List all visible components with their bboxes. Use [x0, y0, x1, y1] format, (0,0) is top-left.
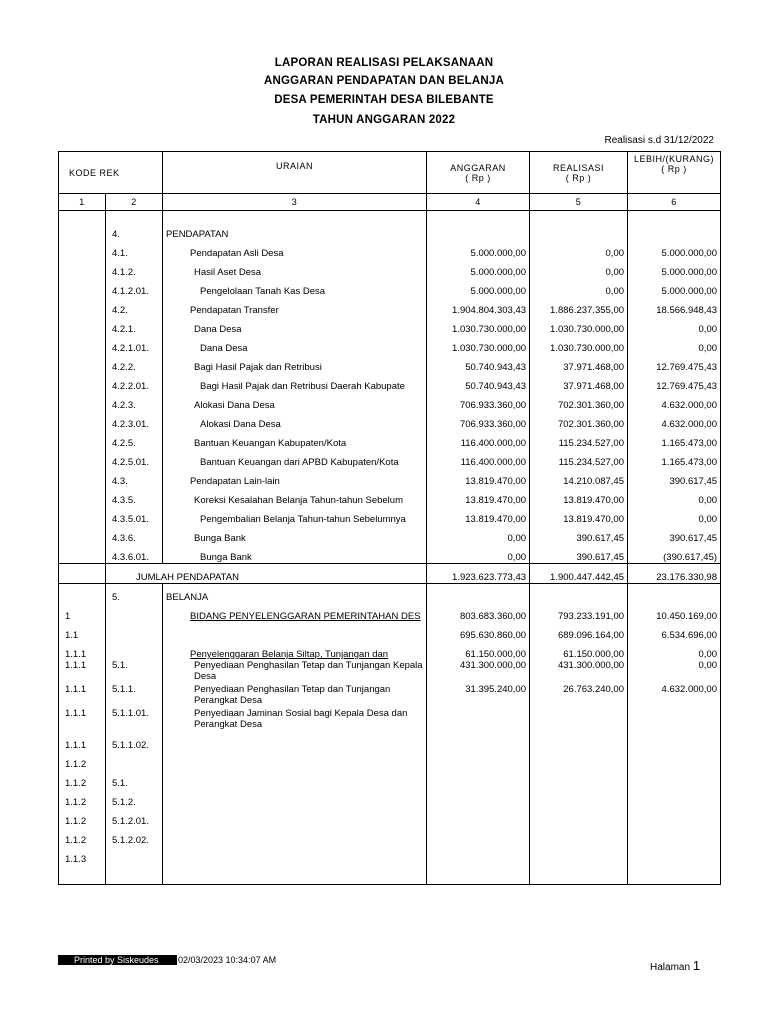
kode-rek-2: 4.2.3.01.: [106, 411, 163, 430]
halaman-number: 1: [692, 958, 701, 973]
uraian: Dana Desa: [163, 335, 427, 354]
uraian: [163, 808, 427, 827]
kode-rek-1: [59, 278, 106, 297]
kode-rek-2: 4.3.5.: [106, 487, 163, 506]
pendapatan-row: [59, 525, 721, 544]
kode-rek-1: 1.1.2: [59, 751, 106, 770]
kode-rek-2: 5.1.1.01.: [106, 708, 163, 732]
lebih-kurang-value: 5.000.000,00: [628, 240, 721, 259]
kode-rek-2: 5.1.1.02.: [106, 732, 163, 751]
col-header-kode-rek: KODE REK: [59, 152, 163, 194]
lebih-kurang-value: 0,00: [628, 316, 721, 335]
kode-rek-1: [59, 449, 106, 468]
report-title-line-2: ANGGARAN PENDAPATAN DAN BELANJA: [263, 75, 505, 87]
uraian: Pengelolaan Tanah Kas Desa: [163, 278, 427, 297]
uraian: Penyediaan Penghasilan Tetap dan Tunjangan Kepala Desa: [163, 660, 427, 684]
lebih-kurang-value: 4.632.000,00: [628, 684, 721, 708]
lebih-kurang-value: 390.617,45: [628, 525, 721, 544]
kode-rek-1: [59, 487, 106, 506]
realisasi-value: 115.234.527,00: [530, 449, 628, 468]
pendapatan-row: [59, 487, 721, 506]
lebih-kurang-value: 5.000.000,00: [628, 259, 721, 278]
belanja-row: [59, 789, 721, 808]
realisasi-value: 1.030.730.000,00: [530, 316, 628, 335]
kode-rek-2: 4.1.2.: [106, 259, 163, 278]
anggaran-value: 803.683.360,00: [427, 603, 530, 622]
belanja-row: [59, 603, 721, 622]
printed-at: 02/03/2023 10:34:07 AM: [178, 955, 277, 965]
kode-rek-1: [59, 354, 106, 373]
uraian: Pendapatan Transfer: [163, 297, 427, 316]
kode-rek-2: 4.: [106, 221, 163, 240]
lebih-kurang-value: 0,00: [628, 506, 721, 525]
pendapatan-row: [59, 297, 721, 316]
belanja-row: [59, 660, 721, 684]
kode-rek-1: [59, 468, 106, 487]
lebih-kurang-value: 10.450.169,00: [628, 603, 721, 622]
kode-rek-2: [106, 846, 163, 865]
jumlah-pendapatan-row: [59, 564, 721, 584]
uraian: BIDANG PENYELENGGARAN PEMERINTAHAN DES: [163, 603, 427, 622]
col-header-lebih: LEBIH/(KURANG) ( Rp ): [628, 152, 721, 194]
pendapatan-row: [59, 240, 721, 259]
realisasi-value: 115.234.527,00: [530, 430, 628, 449]
lebih-kurang-value: 0,00: [628, 641, 721, 660]
anggaran-value: [427, 584, 530, 604]
realisasi-value: [530, 770, 628, 789]
anggaran-value: 695.630.860,00: [427, 622, 530, 641]
lebih-kurang-value: [628, 221, 721, 240]
page-number: [650, 958, 700, 973]
pendapatan-row: [59, 373, 721, 392]
kode-rek-1: [59, 335, 106, 354]
kode-rek-2: 4.1.2.01.: [106, 278, 163, 297]
anggaran-value: 31.395.240,00: [427, 684, 530, 708]
pendapatan-row: [59, 259, 721, 278]
kode-rek-2: 5.: [106, 584, 163, 604]
printed-by-label: Printed by Siskeudes: [58, 955, 177, 965]
uraian: Hasil Aset Desa: [163, 259, 427, 278]
pendapatan-row: [59, 221, 721, 240]
lebih-kurang-value: [628, 770, 721, 789]
realisasi-value: 0,00: [530, 259, 628, 278]
kode-rek-1: 1.1.2: [59, 770, 106, 789]
jumlah-pendapatan-label: JUMLAH PENDAPATAN: [106, 564, 427, 584]
uraian: Penyediaan Penghasilan Tetap dan Tunjangan Perangkat Desa: [163, 684, 427, 708]
col-header-realisasi: REALISASI ( Rp ): [530, 152, 628, 194]
kode-rek-1: [59, 316, 106, 335]
kode-rek-2: 4.2.1.: [106, 316, 163, 335]
realisasi-value: 390.617,45: [530, 544, 628, 564]
kode-rek-1: [59, 411, 106, 430]
lebih-kurang-value: [628, 732, 721, 751]
uraian: Bunga Bank: [163, 544, 427, 564]
realisasi-value: [530, 827, 628, 846]
lebih-kurang-value: 6.534.696,00: [628, 622, 721, 641]
pendapatan-row: [59, 278, 721, 297]
kode-rek-2: [106, 603, 163, 622]
col-num-4: 4: [427, 194, 530, 211]
col-header-anggaran: ANGGARAN ( Rp ): [427, 152, 530, 194]
lebih-kurang-value: 18.566.948,43: [628, 297, 721, 316]
uraian: Pengembalian Belanja Tahun-tahun Sebelumnya: [163, 506, 427, 525]
pendapatan-row: [59, 430, 721, 449]
kode-rek-1: [59, 525, 106, 544]
realisasi-value: 0,00: [530, 240, 628, 259]
anggaran-value: 0,00: [427, 525, 530, 544]
kode-rek-1: [59, 430, 106, 449]
anggaran-value: [427, 732, 530, 751]
realisasi-value: [530, 732, 628, 751]
realisasi-value: [530, 808, 628, 827]
uraian: Alokasi Dana Desa: [163, 392, 427, 411]
lebih-kurang-value: [628, 846, 721, 865]
col-num-6: 6: [628, 194, 721, 211]
kode-rek-1: [59, 221, 106, 240]
realisasi-value: 431.300.000,00: [530, 660, 628, 684]
lebih-kurang-value: [628, 751, 721, 770]
kode-rek-2: 4.2.5.: [106, 430, 163, 449]
uraian: Bagi Hasil Pajak dan Retribusi: [163, 354, 427, 373]
kode-rek-2: 4.2.: [106, 297, 163, 316]
belanja-row: [59, 827, 721, 846]
anggaran-value: 5.000.000,00: [427, 240, 530, 259]
kode-rek-1: 1.1.1: [59, 641, 106, 660]
anggaran-value: [427, 221, 530, 240]
pendapatan-section: [59, 211, 721, 564]
kode-rek-2: 5.1.2.01.: [106, 808, 163, 827]
anggaran-value: 1.904.804.303,43: [427, 297, 530, 316]
uraian: Bantuan Keuangan Kabupaten/Kota: [163, 430, 427, 449]
realisasi-value: 37.971.468,00: [530, 373, 628, 392]
anggaran-value: [427, 808, 530, 827]
col-header-uraian: URAIAN: [163, 152, 427, 194]
uraian: [163, 827, 427, 846]
col-num-1: 1: [59, 194, 106, 211]
kode-rek-1: 1.1.1: [59, 660, 106, 684]
uraian: Dana Desa: [163, 316, 427, 335]
col-num-3: 3: [163, 194, 427, 211]
realisasi-value: 390.617,45: [530, 525, 628, 544]
uraian: Pendapatan Lain-lain: [163, 468, 427, 487]
realisasi-value: [530, 221, 628, 240]
belanja-row: [59, 732, 721, 751]
belanja-row: [59, 584, 721, 604]
kode-rek-1: 1.1.3: [59, 846, 106, 865]
kode-rek-1: 1.1.1: [59, 708, 106, 732]
kode-rek-2: 5.1.: [106, 770, 163, 789]
pendapatan-row: [59, 468, 721, 487]
anggaran-value: 706.933.360,00: [427, 411, 530, 430]
lebih-kurang-value: [628, 708, 721, 732]
kode-rek-1: [59, 584, 106, 604]
lebih-kurang-value: 0,00: [628, 487, 721, 506]
kode-rek-1: 1.1.1: [59, 684, 106, 708]
lebih-kurang-value: 12.769.475,43: [628, 354, 721, 373]
uraian: [163, 789, 427, 808]
belanja-row: [59, 770, 721, 789]
anggaran-value: 13.819.470,00: [427, 506, 530, 525]
realisasi-value: 13.819.470,00: [530, 487, 628, 506]
kode-rek-2: 4.2.2.: [106, 354, 163, 373]
lebih-kurang-value: [628, 584, 721, 604]
kode-rek-2: [106, 641, 163, 660]
uraian: [163, 732, 427, 751]
pendapatan-row: [59, 411, 721, 430]
lebih-kurang-value: 0,00: [628, 335, 721, 354]
uraian: [163, 751, 427, 770]
lebih-kurang-value: 4.632.000,00: [628, 392, 721, 411]
kode-rek-2: 5.1.2.02.: [106, 827, 163, 846]
anggaran-value: 5.000.000,00: [427, 278, 530, 297]
uraian: Bagi Hasil Pajak dan Retribusi Daerah Kabupate: [163, 373, 427, 392]
pendapatan-row: [59, 449, 721, 468]
report-title-line-3: DESA PEMERINTAH DESA BILEBANTE: [274, 94, 494, 106]
realisasi-value: 37.971.468,00: [530, 354, 628, 373]
pendapatan-row: [59, 335, 721, 354]
col-num-2: 2: [106, 194, 163, 211]
lebih-kurang-value: [628, 827, 721, 846]
kode-rek-1: [59, 373, 106, 392]
belanja-row: [59, 622, 721, 641]
realisasi-value: 0,00: [530, 278, 628, 297]
report-table: [58, 151, 721, 885]
kode-rek-1: [59, 297, 106, 316]
anggaran-value: 116.400.000,00: [427, 430, 530, 449]
realisasi-value: [530, 789, 628, 808]
uraian: Bunga Bank: [163, 525, 427, 544]
anggaran-value: 13.819.470,00: [427, 468, 530, 487]
anggaran-value: [427, 708, 530, 732]
uraian: BELANJA: [163, 584, 427, 604]
pendapatan-row: [59, 544, 721, 564]
kode-rek-1: 1.1.2: [59, 808, 106, 827]
kode-rek-2: 4.3.6.01.: [106, 544, 163, 564]
kode-rek-2: 5.1.: [106, 660, 163, 684]
kode-rek-1: [59, 544, 106, 564]
realisasi-value: 13.819.470,00: [530, 506, 628, 525]
lebih-kurang-value: 0,00: [628, 660, 721, 684]
col-num-5: 5: [530, 194, 628, 211]
belanja-row: [59, 846, 721, 865]
jumlah-pendapatan-anggaran: 1.923.623.773,43: [427, 564, 530, 584]
uraian: Koreksi Kesalahan Belanja Tahun-tahun Sebelum: [163, 487, 427, 506]
uraian: Pendapatan Asli Desa: [163, 240, 427, 259]
kode-rek-2: 4.3.5.01.: [106, 506, 163, 525]
realisasi-value: [530, 708, 628, 732]
kode-rek-1: 1.1: [59, 622, 106, 641]
pendapatan-row: [59, 392, 721, 411]
kode-rek-2: [106, 622, 163, 641]
belanja-row: [59, 708, 721, 732]
anggaran-value: 431.300.000,00: [427, 660, 530, 684]
lebih-kurang-value: 4.632.000,00: [628, 411, 721, 430]
lebih-kurang-value: [628, 789, 721, 808]
realisasi-value: 1.886.237.355,00: [530, 297, 628, 316]
lebih-kurang-value: (390.617,45): [628, 544, 721, 564]
uraian: Alokasi Dana Desa: [163, 411, 427, 430]
lebih-kurang-value: 390.617,45: [628, 468, 721, 487]
lebih-kurang-value: 12.769.475,43: [628, 373, 721, 392]
lebih-kurang-value: 1.165.473,00: [628, 430, 721, 449]
halaman-label: Halaman: [650, 962, 691, 973]
realisasi-value: [530, 751, 628, 770]
lebih-kurang-value: 5.000.000,00: [628, 278, 721, 297]
kode-rek-2: 5.1.1.: [106, 684, 163, 708]
realisasi-date: Realisasi s.d 31/12/2022: [604, 135, 714, 146]
uraian: [163, 622, 427, 641]
anggaran-value: [427, 789, 530, 808]
kode-rek-1: [59, 392, 106, 411]
anggaran-value: [427, 770, 530, 789]
realisasi-value: 702.301.360,00: [530, 411, 628, 430]
lebih-kurang-value: [628, 808, 721, 827]
belanja-row: [59, 684, 721, 708]
realisasi-value: [530, 846, 628, 865]
kode-rek-1: 1.1.2: [59, 827, 106, 846]
uraian: [163, 846, 427, 865]
realisasi-value: 26.763.240,00: [530, 684, 628, 708]
lebih-kurang-value: 1.165.473,00: [628, 449, 721, 468]
kode-rek-2: [106, 751, 163, 770]
kode-rek-2: 4.2.5.01.: [106, 449, 163, 468]
realisasi-value: 1.030.730.000,00: [530, 335, 628, 354]
kode-rek-1: 1.1.1: [59, 732, 106, 751]
anggaran-value: 706.933.360,00: [427, 392, 530, 411]
report-title-line-4: TAHUN ANGGARAN 2022: [312, 114, 456, 126]
kode-rek-1: [59, 259, 106, 278]
anggaran-value: 61.150.000,00: [427, 641, 530, 660]
jumlah-pendapatan-realisasi: 1.900.447.442,45: [530, 564, 628, 584]
anggaran-value: [427, 846, 530, 865]
kode-rek-2: 4.2.1.01.: [106, 335, 163, 354]
kode-rek-1: 1.1.2: [59, 789, 106, 808]
kode-rek-1: [59, 506, 106, 525]
anggaran-value: [427, 751, 530, 770]
belanja-row: [59, 641, 721, 660]
realisasi-value: 689.096.164,00: [530, 622, 628, 641]
pendapatan-row: [59, 316, 721, 335]
pendapatan-row: [59, 354, 721, 373]
pendapatan-row: [59, 506, 721, 525]
realisasi-value: 702.301.360,00: [530, 392, 628, 411]
uraian: [163, 770, 427, 789]
kode-rek-2: 4.3.: [106, 468, 163, 487]
belanja-row: [59, 808, 721, 827]
kode-rek-2: 5.1.2.: [106, 789, 163, 808]
uraian: Penyelenggaran Belanja Siltap, Tunjangan dan: [163, 641, 427, 660]
kode-rek-2: 4.2.2.01.: [106, 373, 163, 392]
kode-rek-2: 4.3.6.: [106, 525, 163, 544]
kode-rek-2: 4.1.: [106, 240, 163, 259]
realisasi-value: [530, 584, 628, 604]
uraian: Penyediaan Jaminan Sosial bagi Kepala Desa dan Perangkat Desa: [163, 708, 427, 732]
realisasi-value: 793.233.191,00: [530, 603, 628, 622]
anggaran-value: 5.000.000,00: [427, 259, 530, 278]
jumlah-pendapatan-lebih: 23.176.330,98: [628, 564, 721, 584]
anggaran-value: 1.030.730.000,00: [427, 316, 530, 335]
kode-rek-1: [59, 240, 106, 259]
anggaran-value: [427, 827, 530, 846]
anggaran-value: 50.740.943,43: [427, 373, 530, 392]
uraian: Bantuan Keuangan dari APBD Kabupaten/Kota: [163, 449, 427, 468]
belanja-row: [59, 751, 721, 770]
uraian: PENDAPATAN: [163, 221, 427, 240]
belanja-section: [59, 584, 721, 866]
kode-rek-2: 4.2.3.: [106, 392, 163, 411]
anggaran-value: 116.400.000,00: [427, 449, 530, 468]
jumlah-pendapatan-section: [59, 564, 721, 584]
anggaran-value: 1.030.730.000,00: [427, 335, 530, 354]
realisasi-value: 14.210.087,45: [530, 468, 628, 487]
kode-rek-1: 1: [59, 603, 106, 622]
report-title-line-1: LAPORAN REALISASI PELAKSANAAN: [274, 57, 494, 69]
anggaran-value: 0,00: [427, 544, 530, 564]
realisasi-value: 61.150.000,00: [530, 641, 628, 660]
anggaran-value: 13.819.470,00: [427, 487, 530, 506]
anggaran-value: 50.740.943,43: [427, 354, 530, 373]
